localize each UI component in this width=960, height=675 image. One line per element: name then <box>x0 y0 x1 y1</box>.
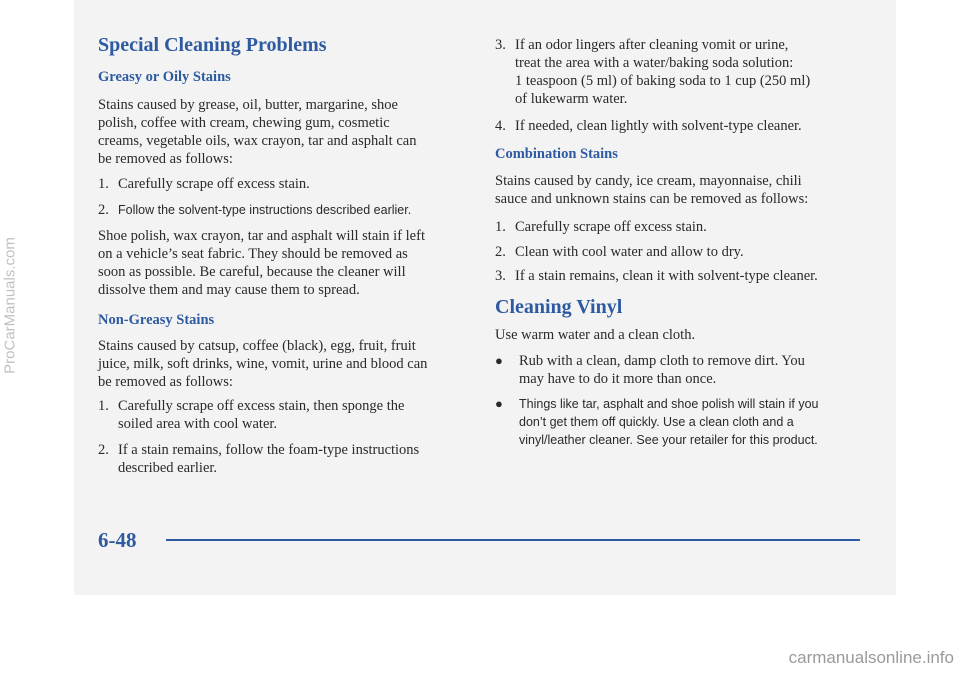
bottom-watermark: carmanualsonline.info <box>788 648 954 667</box>
section-title-cleaning-vinyl: Cleaning Vinyl <box>495 296 623 318</box>
section-title-special-cleaning: Special Cleaning Problems <box>98 34 327 56</box>
page-number: 6-48 <box>98 528 137 552</box>
greasy-note: Shoe polish, wax crayon, tar and asphalt will stain if left on a vehicle’s seat fabric. They should be removed as soon as possible. Be careful, because the cleaner will dissolve them and may cause them to spread. <box>98 228 425 298</box>
heading-greasy-stains: Greasy or Oily Stains <box>98 69 231 85</box>
footer-rule <box>166 539 860 541</box>
nongreasy-intro: Stains caused by catsup, coffee (black), egg, fruit, fruit juice, milk, soft drinks, wine, vomit, urine and blood can be removed as follows: <box>98 338 428 390</box>
bullet-icon: ● <box>495 396 503 411</box>
combination-intro: Stains caused by candy, ice cream, mayonnaise, chili sauce and unknown stains can be removed as follows: <box>495 173 809 207</box>
greasy-intro: Stains caused by grease, oil, butter, margarine, shoe polish, coffee with cream, chewing gum, cosmetic creams, vegetable oils, wax crayon, tar and asphalt can be removed as follows: <box>98 97 417 167</box>
heading-non-greasy-stains: Non-Greasy Stains <box>98 312 215 328</box>
bullet-icon: ● <box>495 353 503 368</box>
heading-combination-stains: Combination Stains <box>495 146 618 162</box>
vinyl-intro: Use warm water and a clean cloth. <box>495 327 696 343</box>
side-watermark: ProCarManuals.com <box>1 237 19 374</box>
